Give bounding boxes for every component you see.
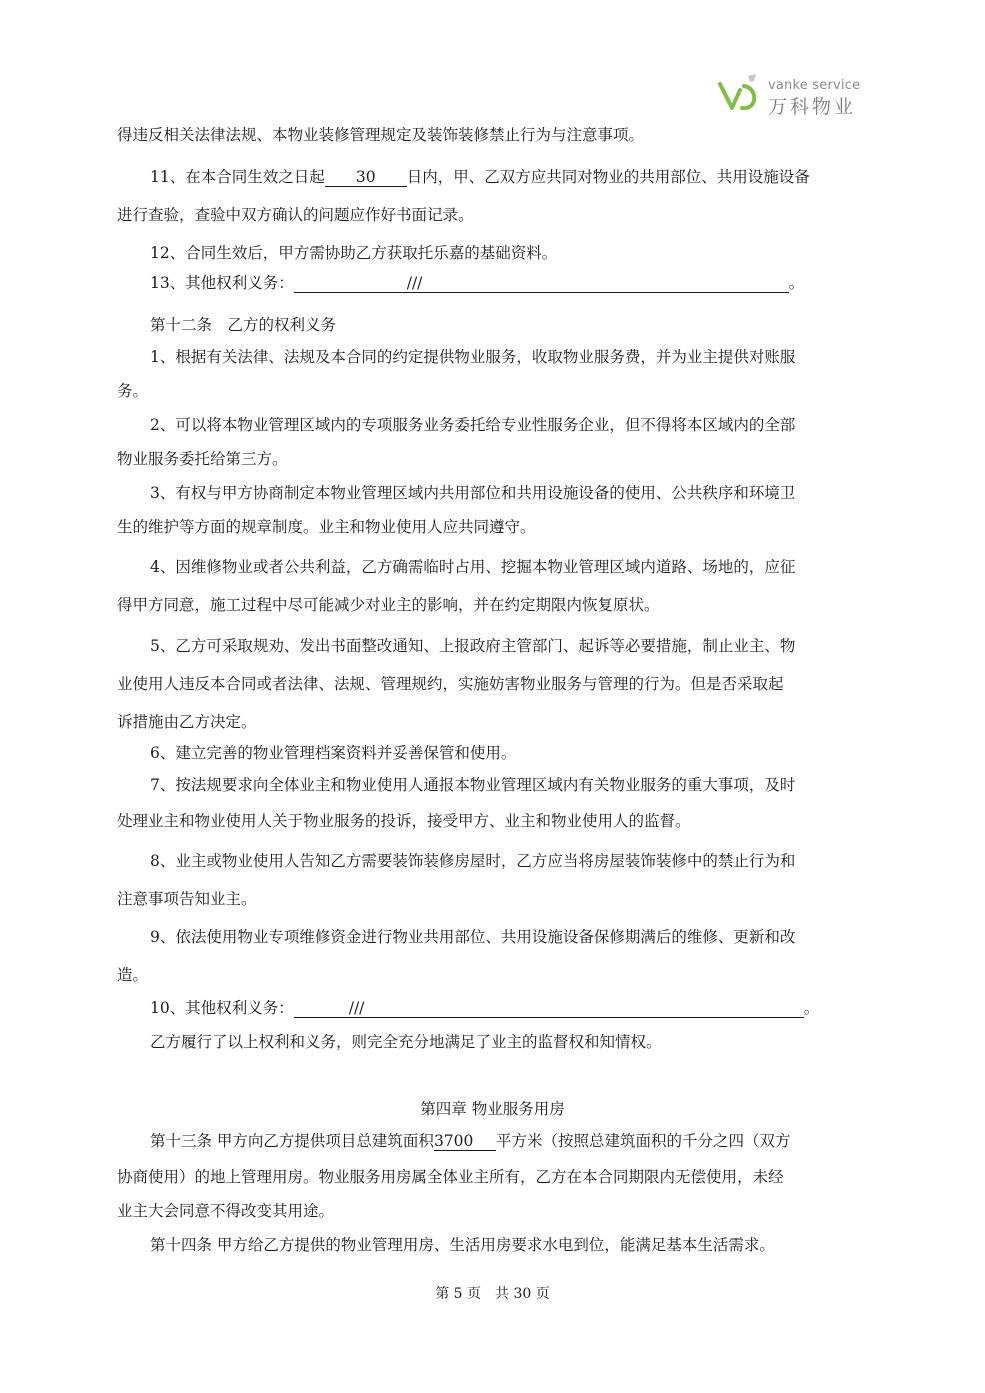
item-6: 6、建立完善的物业管理档案资料并妥善保管和使用。: [150, 744, 517, 762]
text-line: 注意事项告知业主。: [117, 890, 257, 908]
article-14: 第十四条 甲方给乙方提供的物业管理用房、生活用房要求水电到位，能满足基本生活需求。: [150, 1236, 775, 1254]
text-line: 得甲方同意，施工过程中尽可能减少对业主的影响，并在约定期限内恢复原状。: [117, 596, 660, 614]
clause-12: 12、合同生效后，甲方需协助乙方获取托乐嘉的基础资料。: [150, 244, 558, 262]
text-line: 务。: [117, 382, 149, 400]
text-line: 处理业主和物业使用人关于物业服务的投诉，接受甲方、业主和物业使用人的监督。: [117, 812, 691, 830]
clause-text: 10、其他权利义务：: [150, 999, 294, 1017]
item-2: 2、可以将本物业管理区域内的专项服务业务委托给专业性服务企业，但不得将本区域内的全部: [150, 416, 796, 434]
clause-text: 11、在本合同生效之日起: [150, 168, 325, 186]
text-line: 物业服务委托给第三方。: [117, 450, 288, 468]
text-line: 生的维护等方面的规章制度。业主和物业使用人应共同遵守。: [117, 518, 536, 536]
item-5: 5、乙方可采取规劝、发出书面整改通知、上报政府主管部门、起诉等必要措施，制止业主、物: [150, 637, 796, 655]
other-rights-field: ///: [294, 1001, 804, 1018]
text-line: 诉措施由乙方决定。: [117, 713, 257, 731]
item-10: [150, 1001, 910, 1018]
clause-13: [150, 276, 910, 293]
item-8: 8、业主或物业使用人告知乙方需要装饰装修房屋时，乙方应当将房屋装饰装修中的禁止行为和: [150, 852, 796, 870]
item-1: 1、根据有关法律、法规及本合同的约定提供物业服务，收取物业服务费，并为业主提供对账服: [150, 348, 796, 366]
brand-name-cn: 万科物业: [768, 96, 857, 118]
clause-text: 日内，甲、乙双方应共同对物业的共用部位、共用设施设备: [406, 168, 810, 186]
text-line: 造。: [117, 966, 149, 984]
page-number: 第 5 页 共 30 页: [435, 1286, 550, 1302]
vanke-service-logo: [718, 66, 868, 116]
item-3: 3、有权与甲方协商制定本物业管理区域内共用部位和共用设施设备的使用、公共秩序和环境卫: [150, 484, 796, 502]
text-line: 进行查验，查验中双方确认的问题应作好书面记录。: [117, 206, 474, 224]
text-line: 业使用人违反本合同或者法律、法规、管理规约，实施妨害物业服务与管理的行为。但是否采取起: [117, 675, 784, 693]
area-field: 3700: [434, 1134, 496, 1151]
clause-text: 13、其他权利义务：: [150, 274, 294, 292]
text-line: 得违反相关法律法规、本物业装修管理规定及装饰装修禁止行为与注意事项。: [117, 126, 645, 144]
vs-logo-icon: [718, 74, 762, 114]
article-12-title: 第十二条 乙方的权利义务: [150, 316, 337, 334]
article-13: [150, 1134, 910, 1151]
clause-11: [150, 170, 910, 187]
clause-text: 平方米（按照总建筑面积的千分之四（双方: [495, 1132, 791, 1150]
text-line: 业主大会同意不得改变其用途。: [117, 1202, 335, 1220]
clause-text: 。: [803, 999, 820, 1017]
chapter-4-title: 第四章 物业服务用房: [420, 1100, 565, 1118]
text-line: 协商使用）的地上管理用房。物业服务用房属全体业主所有，乙方在本合同期限内无偿使用，未经: [117, 1168, 784, 1186]
clause-text: 第十三条 甲方向乙方提供项目总建筑面积: [150, 1132, 434, 1150]
item-4: 4、因维修物业或者公共利益，乙方确需临时占用、挖掘本物业管理区域内道路、场地的，应征: [150, 558, 796, 576]
summary-line: 乙方履行了以上权利和义务，则完全充分地满足了业主的监督权和知情权。: [150, 1033, 662, 1051]
brand-name-en: vanke service: [768, 78, 861, 93]
item-7: 7、按法规要求向全体业主和物业使用人通报本物业管理区域内有关物业服务的重大事项，及时: [150, 776, 796, 794]
clause-text: 。: [788, 274, 805, 292]
days-field: 30: [325, 170, 407, 187]
item-9: 9、依法使用物业专项维修资金进行物业共用部位、共用设施设备保修期满后的维修、更新和改: [150, 928, 796, 946]
other-rights-field: ///: [294, 276, 789, 293]
